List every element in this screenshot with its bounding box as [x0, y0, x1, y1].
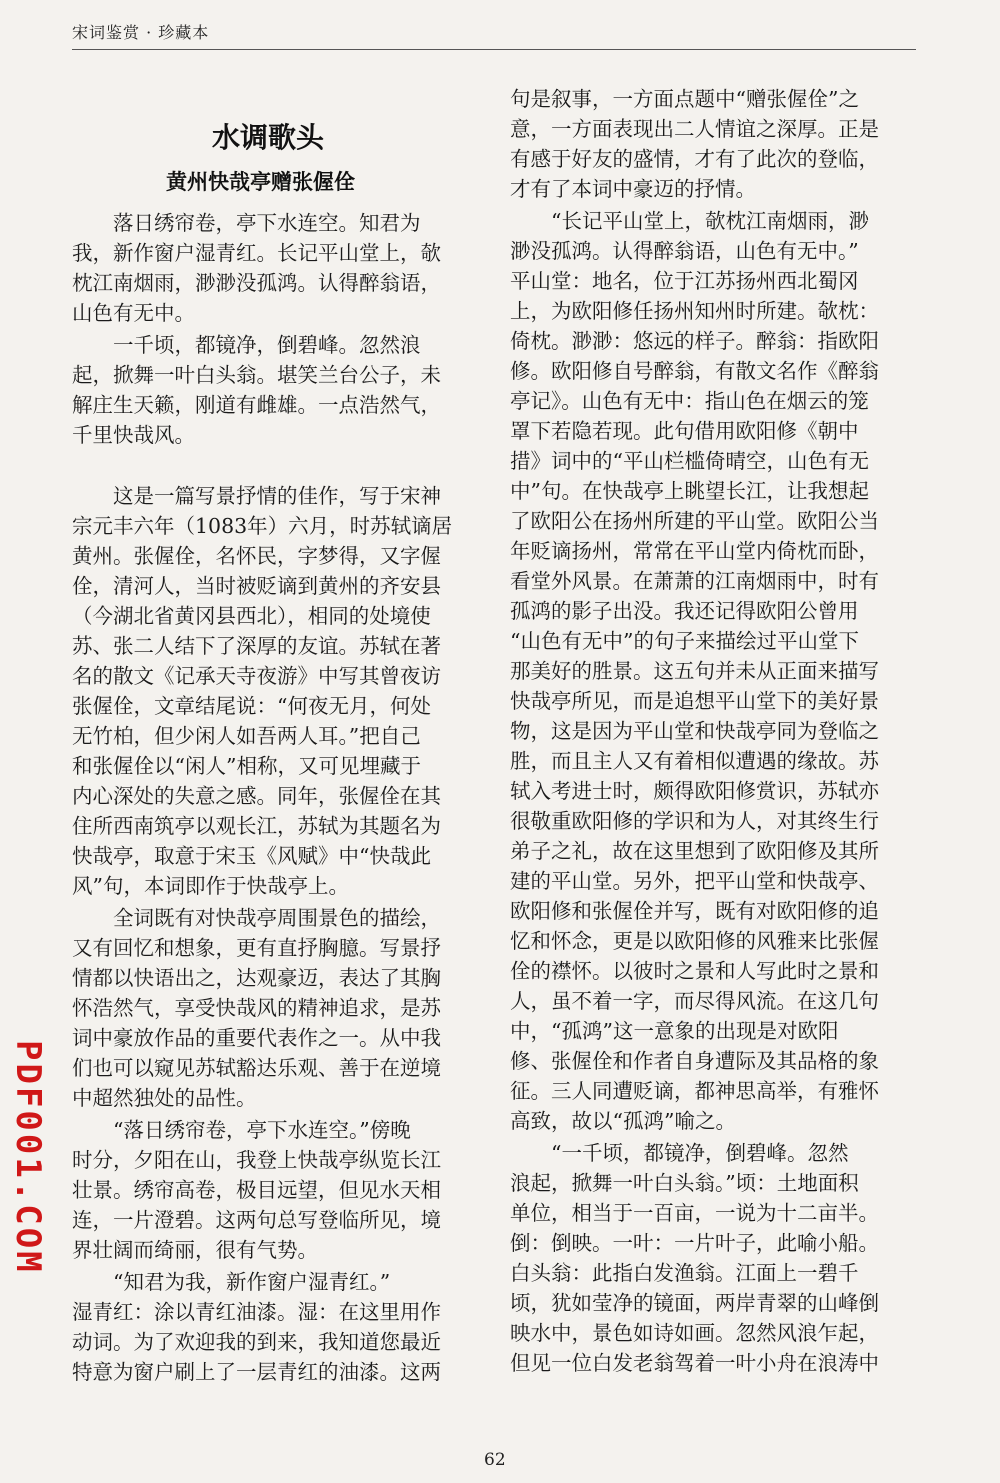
- text-line: 我，新作窗户湿青红。长记平山堂上，欹: [72, 241, 441, 265]
- text-line: 渺没孤鸿。认得醉翁语，山色有无中。”: [510, 239, 859, 263]
- text-line: 孤鸿的影子出没。我还记得欧阳公曾用: [510, 599, 859, 623]
- text-line: 怀浩然气，享受快哉风的精神追求，是苏: [72, 996, 441, 1020]
- text-line: “知君为我，新作窗户湿青红。”: [113, 1270, 391, 1294]
- text-line: 落日绣帘卷，亭下水连空。知君为: [113, 211, 421, 235]
- text-line: 和张偓佺以“闲人”相称，又可见埋藏于: [72, 754, 421, 778]
- text-line: 枕江南烟雨，渺渺没孤鸿。认得醉翁语，: [72, 271, 441, 295]
- text-line: 胜，而且主人又有着相似遭遇的缘故。苏: [510, 749, 879, 773]
- text-line: 宗元丰六年（1083年）六月，时苏轼谪居: [72, 514, 453, 538]
- text-line: 壮景。绣帘高卷，极目远望，但见水天相: [72, 1178, 441, 1202]
- text-line: 界壮阔而绮丽，很有气势。: [72, 1238, 318, 1262]
- text-line: 单位，相当于一百亩，一说为十二亩半。: [510, 1201, 879, 1225]
- text-line: 千里快哉风。: [72, 423, 195, 447]
- text-line: 无竹柏，但少闲人如吾两人耳。”把自己: [72, 724, 421, 748]
- text-line: 亭记》。山色有无中：指山色在烟云的笼: [510, 389, 869, 413]
- text-line: 看堂外风景。在萧萧的江南烟雨中，时有: [510, 569, 879, 593]
- text-line: 修。欧阳修自号醉翁，有散文名作《醉翁: [510, 359, 879, 383]
- text-line: 佺的襟怀。以彼时之景和人写此时之景和: [510, 959, 879, 983]
- text-line: 苏、张二人结下了深厚的友谊。苏轼在著: [72, 634, 441, 658]
- text-line: 征。三人同遭贬谪，都神思高举，有雅怀: [510, 1079, 879, 1103]
- text-line: 情都以快语出之，达观豪迈，表达了其胸: [72, 966, 441, 990]
- text-line: 欧阳修和张偓佺并写，既有对欧阳修的追: [510, 899, 879, 923]
- text-line: 湿青红：涂以青红油漆。湿：在这里用作: [72, 1300, 441, 1324]
- text-line: 倚枕。渺渺：悠远的样子。醉翁：指欧阳: [510, 329, 879, 353]
- text-line: 又有回忆和想象，更有直抒胸臆。写景抒: [72, 936, 441, 960]
- text-line: 时分，夕阳在山，我登上快哉亭纵览长江: [72, 1148, 441, 1172]
- text-line: 了欧阳公在扬州所建的平山堂。欧阳公当: [510, 509, 879, 533]
- text-line: 才有了本词中豪迈的抒情。: [510, 177, 756, 201]
- text-line: 住所西南筑亭以观长江，苏轼为其题名为: [72, 814, 441, 838]
- watermark: PDF001.COM: [8, 1040, 48, 1275]
- text-line: 忆和怀念，更是以欧阳修的风雅来比张偓: [510, 929, 879, 953]
- text-line: 很敬重欧阳修的学识和为人，对其终生行: [510, 809, 879, 833]
- text-line: 白头翁：此指白发渔翁。江面上一碧千: [510, 1261, 859, 1285]
- text-line: 动词。为了欢迎我的到来，我知道您最近: [72, 1330, 441, 1354]
- poem-title: 水调歌头: [212, 121, 325, 154]
- text-line: 罩下若隐若现。此句借用欧阳修《朝中: [510, 419, 859, 443]
- text-line: 特意为窗户刷上了一层青红的油漆。这两: [72, 1360, 441, 1384]
- text-line: 快哉亭所见，而是追想平山堂下的美好景: [510, 689, 879, 713]
- text-line: 但见一位白发老翁驾着一叶小舟在浪涛中: [510, 1351, 879, 1375]
- text-line: 映水中，景色如诗如画。忽然风浪乍起，: [510, 1321, 879, 1345]
- text-line: 名的散文《记承天寺夜游》中写其曾夜访: [72, 664, 441, 688]
- text-line: “一千顷，都镜净，倒碧峰。忽然: [551, 1141, 849, 1165]
- text-line: （今湖北省黄冈县西北），相同的处境使: [72, 604, 431, 628]
- text-line: 浪起，掀舞一叶白头翁。”顷：土地面积: [510, 1171, 859, 1195]
- page-number: 62: [484, 1450, 506, 1470]
- text-line: 平山堂：地名，位于江苏扬州西北蜀冈: [510, 269, 859, 293]
- text-line: 年贬谪扬州，常常在平山堂内倚枕而卧，: [510, 539, 879, 563]
- text-line: 修、张偓佺和作者自身遭际及其品格的象: [510, 1049, 879, 1073]
- text-line: 顷，犹如莹净的镜面，两岸青翠的山峰倒: [510, 1291, 879, 1315]
- text-line: 山色有无中。: [72, 301, 195, 325]
- header-divider: [72, 49, 916, 50]
- text-line: 弟子之礼，故在这里想到了欧阳修及其所: [510, 839, 879, 863]
- text-line: 黄州。张偓佺，名怀民，字梦得，又字偓: [72, 544, 441, 568]
- text-line: 高致，故以“孤鸿”喻之。: [510, 1109, 736, 1133]
- text-line: 建的平山堂。另外，把平山堂和快哉亭、: [510, 869, 879, 893]
- text-line: 风”句，本词即作于快哉亭上。: [72, 874, 349, 898]
- text-line: 词中豪放作品的重要代表作之一。从中我: [72, 1026, 441, 1050]
- text-line: 措》词中的“平山栏槛倚晴空，山色有无: [510, 449, 869, 473]
- text-line: 中超然独处的品性。: [72, 1086, 257, 1110]
- text-line: 中”句。在快哉亭上眺望长江，让我想起: [510, 479, 869, 503]
- text-line: 上，为欧阳修任扬州知州时所建。欹枕：: [510, 299, 879, 323]
- text-line: 起，掀舞一叶白头翁。堪笑兰台公子，未: [72, 363, 441, 387]
- text-line: “落日绣帘卷，亭下水连空。”傍晚: [113, 1118, 411, 1142]
- text-line: 快哉亭，取意于宋玉《风赋》中“快哉此: [72, 844, 431, 868]
- text-line: “长记平山堂上，欹枕江南烟雨，渺: [551, 209, 869, 233]
- text-line: 内心深处的失意之感。同年，张偓佺在其: [72, 784, 441, 808]
- text-line: 人，虽不着一字，而尽得风流。在这几句: [510, 989, 879, 1013]
- text-line: 中，“孤鸿”这一意象的出现是对欧阳: [510, 1019, 839, 1043]
- text-line: 那美好的胜景。这五句并未从正面来描写: [510, 659, 879, 683]
- text-line: 佺，清河人，当时被贬谪到黄州的齐安县: [72, 574, 441, 598]
- text-line: 们也可以窥见苏轼豁达乐观、善于在逆境: [72, 1056, 441, 1080]
- text-line: 句是叙事，一方面点题中“赠张偓佺”之: [510, 87, 859, 111]
- text-line: 倒：倒映。一叶：一片叶子，此喻小船。: [510, 1231, 879, 1255]
- text-line: 全词既有对快哉亭周围景色的描绘，: [113, 906, 441, 930]
- text-line: 连，一片澄碧。这两句总写登临所见，境: [72, 1208, 441, 1232]
- text-line: 解庄生天籁，刚道有雌雄。一点浩然气，: [72, 393, 441, 417]
- text-line: “山色有无中”的句子来描绘过平山堂下: [510, 629, 859, 653]
- text-line: 意，一方面表现出二人情谊之深厚。正是: [510, 117, 879, 141]
- text-line: 张偓佺，文章结尾说：“何夜无月，何处: [72, 694, 431, 718]
- text-line: 一千顷，都镜净，倒碧峰。忽然浪: [113, 333, 421, 357]
- book-title: 宋词鉴赏 · 珍藏本: [72, 23, 210, 42]
- text-line: 这是一篇写景抒情的佳作，写于宋神: [113, 484, 441, 508]
- text-line: 物，这是因为平山堂和快哉亭同为登临之: [510, 719, 879, 743]
- text-line: 轼入考进士时，颇得欧阳修赏识，苏轼亦: [510, 779, 879, 803]
- poem-subtitle: 黄州快哉亭赠张偓佺: [166, 170, 355, 194]
- text-line: 有感于好友的盛情，才有了此次的登临，: [510, 147, 879, 171]
